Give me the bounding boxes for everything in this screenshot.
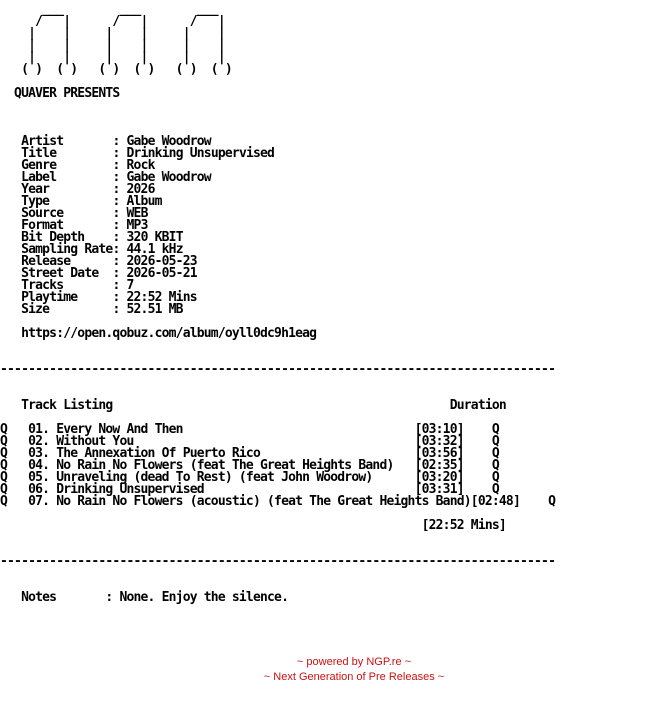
track-row: Q 05. Unraveling (dead To Rest) (feat John Woodrow) [03:20] Q: [0, 470, 499, 485]
info-row: Source : WEB: [21, 206, 148, 221]
logo-art-line: | | | | | |: [0, 50, 225, 65]
info-key: Tracks: [21, 278, 64, 293]
footer-tagline: ~ Next Generation of Pre Releases ~: [263, 671, 445, 683]
info-key: Playtime: [21, 290, 78, 305]
logo-art-line: / | / | / |: [0, 14, 225, 29]
track-row: Q 01. Every Now And Then [03:10] Q: [0, 422, 499, 437]
logo-art-line: | | | | | |: [0, 38, 225, 53]
total-time: [22:52 Mins]: [0, 518, 506, 533]
info-row: Type : Album: [21, 194, 162, 209]
separator: -------------------------------------------------------------------------------: [0, 554, 556, 569]
logo-art-line: ( ) ( ) ( ) ( ) ( ) ( ): [0, 62, 232, 77]
info-row: Release : 2026-05-23: [21, 254, 197, 269]
presents-title: QUAVER PRESENTS: [0, 86, 120, 101]
info-row: Playtime : 22:52 Mins: [21, 290, 197, 305]
info-key: Street Date: [21, 266, 99, 281]
info-key: Release: [21, 254, 71, 269]
info-key: Source: [21, 206, 64, 221]
info-row: Street Date : 2026-05-21: [21, 266, 197, 281]
logo-art-line: ___ ___ ___: [0, 2, 218, 17]
info-value: 44.1 kHz: [126, 242, 183, 257]
info-value: 320 KBIT: [126, 230, 183, 245]
footer-powered-by: ~ powered by NGP.re ~: [296, 656, 412, 668]
info-key: Type: [21, 194, 50, 209]
info-row: Artist : Gabe Woodrow: [21, 134, 211, 149]
logo-art-line: | | | | | |: [0, 26, 225, 41]
info-value: 2026-05-23: [126, 254, 197, 269]
info-key: Title: [21, 146, 57, 161]
info-key: Format: [21, 218, 64, 233]
info-value: Gabe Woodrow: [126, 170, 211, 185]
info-row: Sampling Rate: 44.1 kHz: [21, 242, 183, 257]
info-key: Genre: [21, 158, 57, 173]
info-key: Sampling Rate: [21, 242, 113, 257]
track-row: Q 06. Drinking Unsupervised [03:31] Q: [0, 482, 499, 497]
info-row: Label : Gabe Woodrow: [21, 170, 211, 185]
info-value: 2026: [126, 182, 155, 197]
separator: -------------------------------------------------------------------------------: [0, 362, 556, 377]
footer: [0, 655, 648, 685]
notes-row: Notes : None. Enjoy the silence.: [0, 590, 289, 605]
tracklist-header: Track Listing Duration: [0, 398, 506, 413]
info-key: Year: [21, 182, 50, 197]
track-row: Q 03. The Annexation Of Puerto Rico [03:56] Q: [0, 446, 499, 461]
info-value: 2026-05-21: [126, 266, 197, 281]
album-url: https://open.qobuz.com/album/oyll0dc9h1eag: [0, 326, 317, 341]
info-key: Size: [21, 302, 50, 317]
info-row: Tracks : 7: [21, 278, 134, 293]
info-key: Label: [21, 170, 57, 185]
info-row: Title : Drinking Unsupervised: [21, 146, 275, 161]
info-value: Rock: [126, 158, 155, 173]
info-value: Album: [126, 194, 162, 209]
track-row: Q 07. No Rain No Flowers (acoustic) (feat The Great Heights Band)[02:48] Q: [0, 494, 556, 509]
track-row: Q 02. Without You [03:32] Q: [0, 434, 499, 449]
info-value: Gabe Woodrow: [126, 134, 211, 149]
info-key: Artist: [21, 134, 64, 149]
info-value: 22:52 Mins: [126, 290, 197, 305]
info-value: Drinking Unsupervised: [126, 146, 275, 161]
info-row: Genre : Rock: [21, 158, 155, 173]
nfo-text: [0, 4, 555, 604]
info-value: 7: [126, 278, 134, 293]
info-key: Bit Depth: [21, 230, 85, 245]
info-value: 52.51 MB: [126, 302, 183, 317]
info-row: Format : MP3: [21, 218, 148, 233]
info-row: Year : 2026: [21, 182, 155, 197]
track-row: Q 04. No Rain No Flowers (feat The Great Heights Band) [02:35] Q: [0, 458, 499, 473]
info-value: WEB: [126, 206, 148, 221]
info-value: MP3: [126, 218, 148, 233]
info-row: Bit Depth : 320 KBIT: [21, 230, 183, 245]
info-row: Size : 52.51 MB: [21, 302, 183, 317]
